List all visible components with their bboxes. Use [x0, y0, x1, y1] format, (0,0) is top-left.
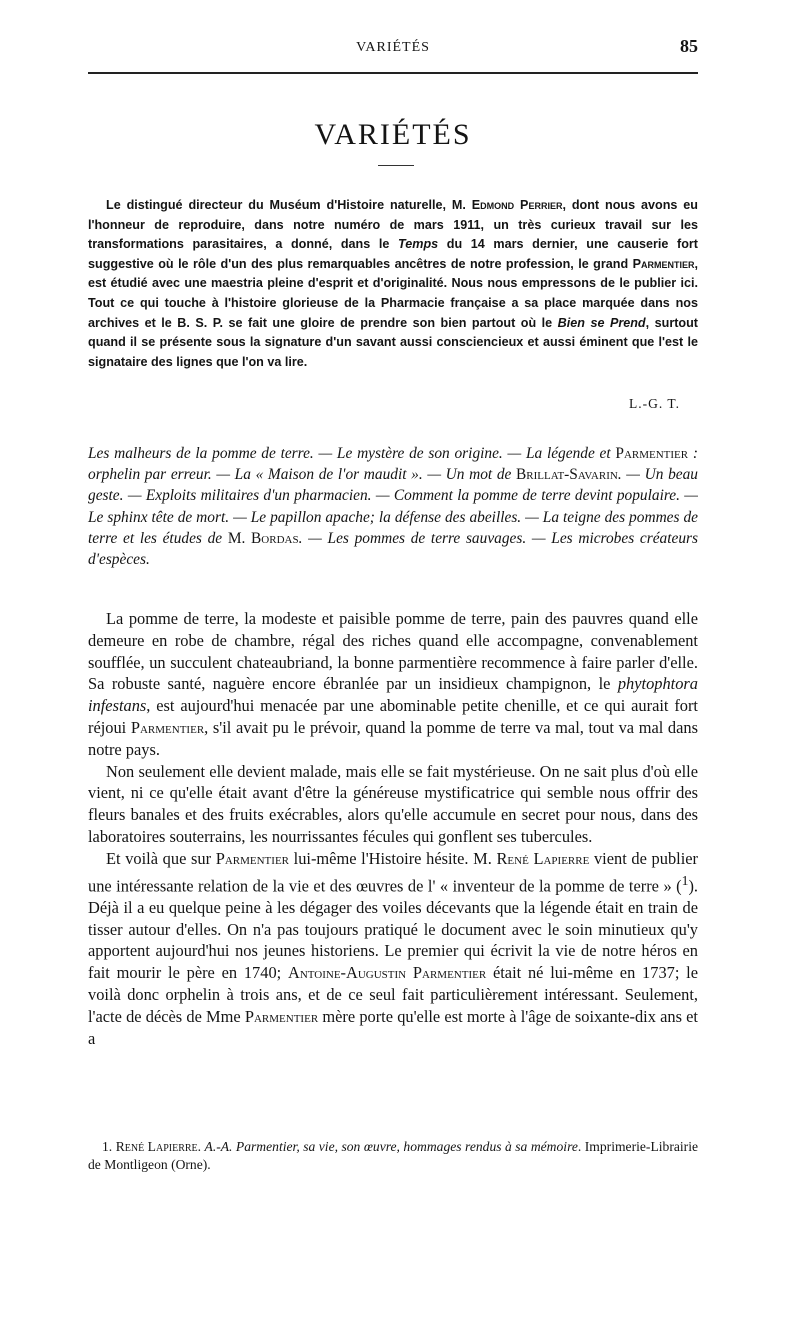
summary-text: : orphelin par erreur. — La « Maison de l'or maudit ». — Un mot de: [88, 445, 698, 484]
person-name: Parmentier: [632, 256, 695, 271]
intro-text: du 14 mars dernier, une causerie fort suggestive où le rôle d'un des plus remarquables ancêtres de notre profession, le grand: [88, 237, 698, 271]
person-name: Parmentier: [130, 717, 205, 737]
footnote-author: René Lapierre: [115, 1138, 198, 1154]
body-paragraph: [88, 848, 698, 1050]
body-text: , est aujourd'hui menacée par une abominable petite chenille, et ce qui aurait fort réjoui: [88, 696, 698, 737]
footnote-number: 1.: [102, 1138, 113, 1154]
body-text: mère porte qu'elle est morte à l'âge de soixante-dix ans et a: [88, 1006, 698, 1048]
body-paragraph: [88, 608, 698, 761]
article-body: [88, 608, 698, 1049]
body-text: Et voilà que sur: [106, 848, 216, 868]
footnote-ref: 1: [681, 872, 689, 888]
title-abbrev: Mme: [206, 1006, 241, 1026]
footnote: 1. René Lapierre. A.-A. Parmentier, sa vie, son œuvre, hommages rendus à sa mémoire. Imprimerie-Librairie de Montligeon (Orne).: [88, 1138, 699, 1172]
running-title: VARIÉTÉS: [356, 40, 430, 55]
person-name: Parmentier: [615, 445, 689, 462]
section-title: VARIÉTÉS: [314, 118, 472, 151]
header-rule: [88, 72, 698, 74]
newspaper-title: Temps: [398, 237, 439, 252]
summary-text: . — Les pommes de terre sauvages. — Les microbes créateurs d'espèces.: [88, 529, 699, 569]
body-text: vient de publier une intéressante relation de la vie et des œuvres de l' « inventeur de la pomme de terre » (: [88, 848, 698, 896]
italic-phrase: Bien se Prend: [557, 315, 646, 330]
body-text: ). Déjà il a eu quelque peine à les dégager des voiles décevants que la légende était en train de tisser autour d'elles. On n'a pas toujours pratiqué le document avec le soin minutieux qu'y apportent aujourd'hui nos jeunes historiens. Le premier qui écrivit la vie de notre héros en fait mourir le père en 1740;: [88, 876, 698, 983]
person-name: Parmentier: [244, 1006, 319, 1026]
intro-text: , dont nous avons eu l'honneur de reproduire, dans notre numéro de mars 1911, un très curieux travail sur les transformations parasitaires, a donné, dans le: [88, 198, 698, 252]
body-text: était né lui-même en 1737; le voilà donc orphelin à trois ans, et de ce seul fait particulièrement intéressant. Seulement, l'acte de décès de: [88, 963, 698, 1026]
person-name: Brillat-Savarin: [516, 466, 618, 484]
species-name: phytophtora infestans: [88, 674, 698, 716]
person-name: M. Bordas: [227, 529, 299, 547]
footnote-text: . Imprimerie-Librairie de Montligeon (Orne).: [88, 1138, 699, 1172]
person-name: René Lapierre: [496, 848, 590, 868]
person-name: Antoine-Augustin Parmentier: [287, 963, 487, 983]
person-name: Edmond Perrier: [471, 198, 563, 212]
summary-text: Les malheurs de la pomme de terre. — Le mystère de son origine. — La légende et: [88, 445, 616, 462]
intro-text: Le distingué directeur du Muséum d'Histoire naturelle, M.: [106, 198, 472, 212]
summary-paragraph: [88, 443, 698, 570]
person-name: Parmentier: [215, 848, 289, 868]
running-head: [88, 36, 698, 60]
footnote-work: A.-A. Parmentier, sa vie, son œuvre, hommages rendus à sa mémoire: [204, 1138, 578, 1154]
intro-paragraph: [88, 196, 698, 372]
body-text: lui-même l'Histoire hésite. M.: [289, 848, 497, 868]
title-rule: [378, 165, 414, 166]
signature: L.-G. T.: [629, 396, 680, 411]
intro-text: , surtout quand il se présente sous la signature d'un savant aussi consciencieux et aussi éminent que l'est le signataire des lignes que l'on va lire.: [88, 315, 699, 369]
summary-text: . — Un beau geste. — Exploits militaires d'un pharmacien. — Comment la pomme de terre devint populaire. — Le sphinx tête de mort. — Le papillon apache; la défense des abeilles. — La teigne des pommes de terre et les études de: [88, 466, 698, 547]
body-text: , s'il avait pu le prévoir, quand la pomme de terre va mal, tout va mal dans notre pays.: [88, 717, 698, 759]
body-text: La pomme de terre, la modeste et paisible pomme de terre, pain des pauvres quand elle demeure en robe de chambre, régal des riches quand elle accompagne, convenablement soufflée, un succulent chateaubriand, la bonne parmentière recommence à faire parler d'elle. Sa robuste santé, naguère encore ébranlée par un insidieux champignon, le: [88, 609, 698, 694]
intro-text: , est étudié avec une maestria pleine d'esprit et d'originalité. Nous nous empressons de le publier ici. Tout ce qui touche à l'histoire glorieuse de la Pharmacie française a sa place marquée dans nos archives et le B. S. P. se fait une gloire de prendre son bien partout où le: [88, 256, 698, 330]
page-number: 85: [680, 36, 698, 56]
body-paragraph: Non seulement elle devient malade, mais elle se fait mystérieuse. On ne sait plus d'où elle vient, ni ce qu'elle était avant d'être la généreuse mystificatrice qui semble nous offrir des fleurs banales et des fruits exécrables, alors qu'elle accumule en secret pour nous, dans des laboratoires souterrains, les nourrissantes fécules qui gonflent ses tubercules.: [88, 761, 698, 846]
